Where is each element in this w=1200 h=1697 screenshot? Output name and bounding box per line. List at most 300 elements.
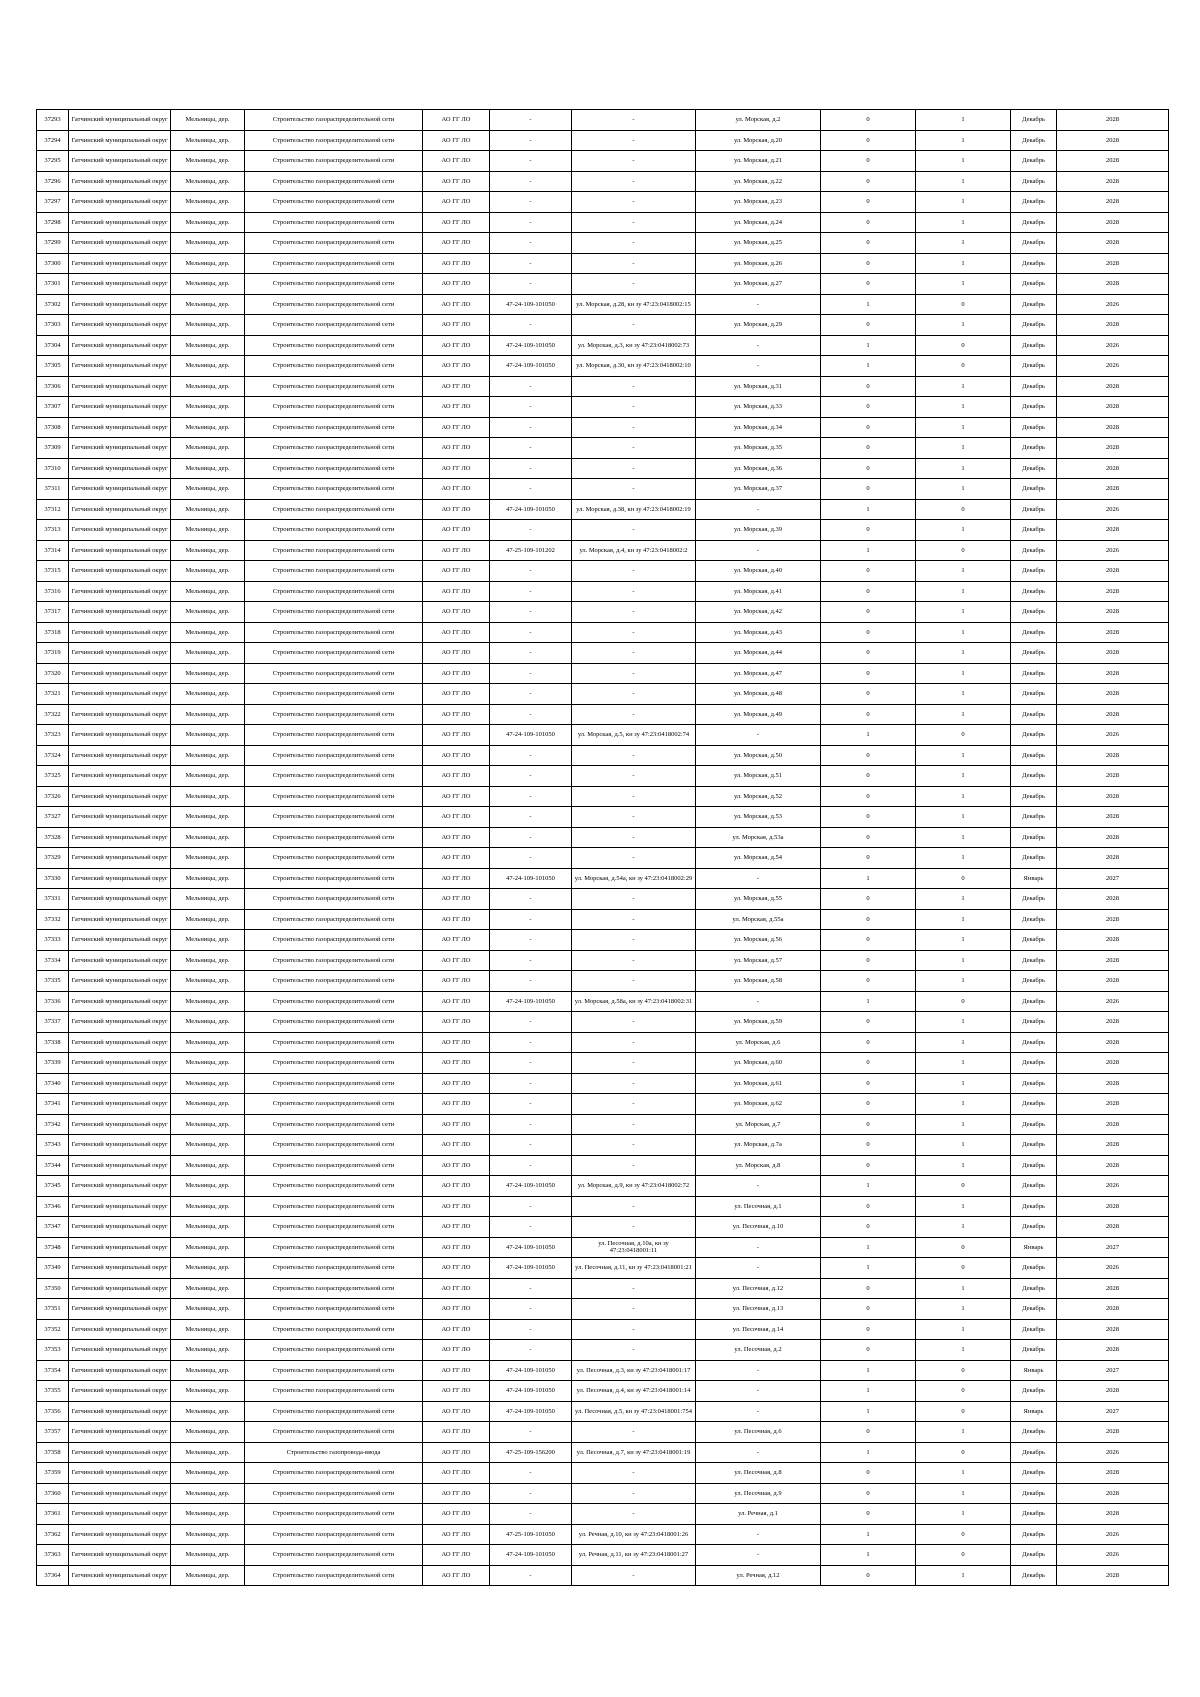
flag-b-cell: 1 — [916, 1422, 1011, 1443]
object-name-cell: Строительство газораспределительной сети — [245, 294, 423, 315]
settlement-cell: Мельницы, дер. — [171, 1258, 245, 1279]
year-cell: 2028 — [1057, 561, 1169, 582]
project-code-cell: - — [490, 622, 572, 643]
project-code-cell: - — [490, 1053, 572, 1074]
municipal-district-cell: Гатчинский муниципальный округ — [69, 1278, 171, 1299]
record-number-cell: 37353 — [37, 1340, 69, 1361]
object-name-cell: Строительство газораспределительной сети — [245, 581, 423, 602]
table-row — [37, 1135, 1169, 1156]
project-code-cell: 47-25-109-156200 — [490, 1442, 572, 1463]
owner-cell: АО ГГ ЛО — [423, 889, 490, 910]
table-row — [37, 684, 1169, 705]
street-address-cell: ул. Морская, д.52 — [696, 786, 821, 807]
municipal-district-cell: Гатчинский муниципальный округ — [69, 725, 171, 746]
table-row — [37, 1422, 1169, 1443]
settlement-cell: Мельницы, дер. — [171, 1545, 245, 1566]
cadastral-address-cell: - — [572, 1463, 696, 1484]
table-row — [37, 1319, 1169, 1340]
settlement-cell: Мельницы, дер. — [171, 971, 245, 992]
street-address-cell: ул. Морская, д.23 — [696, 192, 821, 213]
year-cell: 2028 — [1057, 397, 1169, 418]
table-row — [37, 602, 1169, 623]
month-cell: Декабрь — [1011, 1135, 1057, 1156]
flag-a-cell: 0 — [821, 151, 916, 172]
project-code-cell: 47-24-109-101050 — [490, 294, 572, 315]
month-cell: Декабрь — [1011, 1278, 1057, 1299]
flag-a-cell: 0 — [821, 1073, 916, 1094]
record-number-cell: 37338 — [37, 1032, 69, 1053]
year-cell: 2028 — [1057, 274, 1169, 295]
cadastral-address-cell: - — [572, 1012, 696, 1033]
street-address-cell: ул. Песочная, д.9 — [696, 1483, 821, 1504]
owner-cell: АО ГГ ЛО — [423, 1032, 490, 1053]
project-code-cell: - — [490, 1196, 572, 1217]
table-row — [37, 848, 1169, 869]
municipal-district-cell: Гатчинский муниципальный округ — [69, 1360, 171, 1381]
street-address-cell: - — [696, 499, 821, 520]
municipal-district-cell: Гатчинский муниципальный округ — [69, 622, 171, 643]
project-code-cell: - — [490, 971, 572, 992]
owner-cell: АО ГГ ЛО — [423, 1524, 490, 1545]
settlement-cell: Мельницы, дер. — [171, 1217, 245, 1238]
record-number-cell: 37294 — [37, 130, 69, 151]
month-cell: Декабрь — [1011, 315, 1057, 336]
municipal-district-cell: Гатчинский муниципальный округ — [69, 1135, 171, 1156]
settlement-cell: Мельницы, дер. — [171, 233, 245, 254]
owner-cell: АО ГГ ЛО — [423, 1053, 490, 1074]
municipal-district-cell: Гатчинский муниципальный округ — [69, 1299, 171, 1320]
cadastral-address-cell: - — [572, 1565, 696, 1586]
object-name-cell: Строительство газораспределительной сети — [245, 1504, 423, 1525]
street-address-cell: - — [696, 1381, 821, 1402]
flag-a-cell: 0 — [821, 786, 916, 807]
month-cell: Январь — [1011, 868, 1057, 889]
settlement-cell: Мельницы, дер. — [171, 1360, 245, 1381]
flag-b-cell: 1 — [916, 1319, 1011, 1340]
year-cell: 2028 — [1057, 1565, 1169, 1586]
year-cell: 2028 — [1057, 602, 1169, 623]
table-row — [37, 376, 1169, 397]
cadastral-address-cell: - — [572, 192, 696, 213]
cadastral-address-cell: - — [572, 786, 696, 807]
object-name-cell: Строительство газораспределительной сети — [245, 1278, 423, 1299]
municipal-district-cell: Гатчинский муниципальный округ — [69, 684, 171, 705]
year-cell: 2028 — [1057, 1032, 1169, 1053]
settlement-cell: Мельницы, дер. — [171, 1463, 245, 1484]
flag-b-cell: 1 — [916, 561, 1011, 582]
record-number-cell: 37352 — [37, 1319, 69, 1340]
table-row — [37, 1053, 1169, 1074]
settlement-cell: Мельницы, дер. — [171, 212, 245, 233]
flag-b-cell: 1 — [916, 622, 1011, 643]
flag-a-cell: 0 — [821, 684, 916, 705]
municipal-district-cell: Гатчинский муниципальный округ — [69, 704, 171, 725]
settlement-cell: Мельницы, дер. — [171, 1155, 245, 1176]
flag-b-cell: 0 — [916, 1176, 1011, 1197]
cadastral-address-cell: - — [572, 212, 696, 233]
settlement-cell: Мельницы, дер. — [171, 745, 245, 766]
flag-a-cell: 0 — [821, 1504, 916, 1525]
project-code-cell: - — [490, 1278, 572, 1299]
flag-a-cell: 0 — [821, 663, 916, 684]
project-code-cell: - — [490, 827, 572, 848]
year-cell: 2028 — [1057, 766, 1169, 787]
flag-b-cell: 1 — [916, 1340, 1011, 1361]
flag-b-cell: 1 — [916, 1012, 1011, 1033]
municipal-district-cell: Гатчинский муниципальный округ — [69, 1155, 171, 1176]
table-row — [37, 766, 1169, 787]
year-cell: 2028 — [1057, 1504, 1169, 1525]
record-number-cell: 37351 — [37, 1299, 69, 1320]
street-address-cell: ул. Морская, д.40 — [696, 561, 821, 582]
table-row — [37, 1155, 1169, 1176]
table-row — [37, 745, 1169, 766]
month-cell: Декабрь — [1011, 458, 1057, 479]
object-name-cell: Строительство газораспределительной сети — [245, 1340, 423, 1361]
street-address-cell: ул. Морская, д.57 — [696, 950, 821, 971]
month-cell: Декабрь — [1011, 1340, 1057, 1361]
object-name-cell: Строительство газораспределительной сети — [245, 1032, 423, 1053]
settlement-cell: Мельницы, дер. — [171, 684, 245, 705]
settlement-cell: Мельницы, дер. — [171, 581, 245, 602]
flag-a-cell: 0 — [821, 602, 916, 623]
settlement-cell: Мельницы, дер. — [171, 540, 245, 561]
owner-cell: АО ГГ ЛО — [423, 602, 490, 623]
flag-a-cell: 0 — [821, 1012, 916, 1033]
flag-a-cell: 1 — [821, 1401, 916, 1422]
owner-cell: АО ГГ ЛО — [423, 212, 490, 233]
owner-cell: АО ГГ ЛО — [423, 1319, 490, 1340]
table-row — [37, 622, 1169, 643]
object-name-cell: Строительство газораспределительной сети — [245, 438, 423, 459]
municipal-district-cell: Гатчинский муниципальный округ — [69, 786, 171, 807]
municipal-district-cell: Гатчинский муниципальный округ — [69, 1463, 171, 1484]
month-cell: Декабрь — [1011, 192, 1057, 213]
cadastral-address-cell: - — [572, 458, 696, 479]
flag-b-cell: 1 — [916, 1565, 1011, 1586]
street-address-cell: ул. Морская, д.20 — [696, 130, 821, 151]
month-cell: Декабрь — [1011, 1217, 1057, 1238]
cadastral-address-cell: ул. Песочная, д.7, кн зу 47:23:0418001:19 — [572, 1442, 696, 1463]
month-cell: Декабрь — [1011, 1524, 1057, 1545]
table-row — [37, 356, 1169, 377]
owner-cell: АО ГГ ЛО — [423, 1114, 490, 1135]
settlement-cell: Мельницы, дер. — [171, 1422, 245, 1443]
municipal-district-cell: Гатчинский муниципальный округ — [69, 458, 171, 479]
project-code-cell: - — [490, 1114, 572, 1135]
flag-a-cell: 0 — [821, 1299, 916, 1320]
street-address-cell: ул. Морская, д.56 — [696, 930, 821, 951]
settlement-cell: Мельницы, дер. — [171, 848, 245, 869]
flag-b-cell: 0 — [916, 868, 1011, 889]
flag-b-cell: 1 — [916, 253, 1011, 274]
record-number-cell: 37357 — [37, 1422, 69, 1443]
record-number-cell: 37307 — [37, 397, 69, 418]
flag-a-cell: 0 — [821, 520, 916, 541]
month-cell: Декабрь — [1011, 950, 1057, 971]
street-address-cell: - — [696, 1258, 821, 1279]
table-row — [37, 1504, 1169, 1525]
settlement-cell: Мельницы, дер. — [171, 807, 245, 828]
project-code-cell: - — [490, 1340, 572, 1361]
flag-b-cell: 1 — [916, 1032, 1011, 1053]
flag-b-cell: 1 — [916, 581, 1011, 602]
project-code-cell: - — [490, 110, 572, 131]
month-cell: Декабрь — [1011, 1155, 1057, 1176]
month-cell: Декабрь — [1011, 684, 1057, 705]
project-code-cell: - — [490, 663, 572, 684]
municipal-district-cell: Гатчинский муниципальный округ — [69, 253, 171, 274]
street-address-cell: ул. Морская, д.22 — [696, 171, 821, 192]
record-number-cell: 37344 — [37, 1155, 69, 1176]
owner-cell: АО ГГ ЛО — [423, 622, 490, 643]
owner-cell: АО ГГ ЛО — [423, 1258, 490, 1279]
year-cell: 2028 — [1057, 130, 1169, 151]
flag-a-cell: 0 — [821, 438, 916, 459]
project-code-cell: 47-24-109-101050 — [490, 868, 572, 889]
owner-cell: АО ГГ ЛО — [423, 1422, 490, 1443]
year-cell: 2028 — [1057, 889, 1169, 910]
month-cell: Декабрь — [1011, 212, 1057, 233]
object-name-cell: Строительство газораспределительной сети — [245, 827, 423, 848]
street-address-cell: - — [696, 540, 821, 561]
street-address-cell: ул. Морская, д.61 — [696, 1073, 821, 1094]
year-cell: 2028 — [1057, 520, 1169, 541]
street-address-cell: - — [696, 356, 821, 377]
owner-cell: АО ГГ ЛО — [423, 1155, 490, 1176]
settlement-cell: Мельницы, дер. — [171, 397, 245, 418]
flag-b-cell: 1 — [916, 110, 1011, 131]
table-row — [37, 1176, 1169, 1197]
object-name-cell: Строительство газораспределительной сети — [245, 1053, 423, 1074]
project-code-cell: - — [490, 1012, 572, 1033]
owner-cell: АО ГГ ЛО — [423, 991, 490, 1012]
municipal-district-cell: Гатчинский муниципальный округ — [69, 930, 171, 951]
flag-b-cell: 1 — [916, 766, 1011, 787]
municipal-district-cell: Гатчинский муниципальный округ — [69, 438, 171, 459]
table-row — [37, 1012, 1169, 1033]
project-code-cell: - — [490, 1094, 572, 1115]
municipal-district-cell: Гатчинский муниципальный округ — [69, 909, 171, 930]
settlement-cell: Мельницы, дер. — [171, 192, 245, 213]
record-number-cell: 37334 — [37, 950, 69, 971]
record-number-cell: 37361 — [37, 1504, 69, 1525]
project-code-cell: - — [490, 479, 572, 500]
cadastral-address-cell: ул. Морская, д.38, кн зу 47:23:0418002:19 — [572, 499, 696, 520]
project-code-cell: - — [490, 253, 572, 274]
flag-b-cell: 1 — [916, 520, 1011, 541]
project-code-cell: - — [490, 130, 572, 151]
project-code-cell: - — [490, 1319, 572, 1340]
cadastral-address-cell: ул. Морская, д.30, кн зу 47:23:0418002:10 — [572, 356, 696, 377]
flag-b-cell: 1 — [916, 417, 1011, 438]
street-address-cell: ул. Морская, д.50 — [696, 745, 821, 766]
record-number-cell: 37345 — [37, 1176, 69, 1197]
object-name-cell: Строительство газораспределительной сети — [245, 602, 423, 623]
object-name-cell: Строительство газораспределительной сети — [245, 909, 423, 930]
project-code-cell: - — [490, 889, 572, 910]
month-cell: Январь — [1011, 1401, 1057, 1422]
street-address-cell: ул. Песочная, д.13 — [696, 1299, 821, 1320]
record-number-cell: 37336 — [37, 991, 69, 1012]
table-row — [37, 1073, 1169, 1094]
street-address-cell: ул. Морская, д.27 — [696, 274, 821, 295]
project-code-cell: - — [490, 561, 572, 582]
municipal-district-cell: Гатчинский муниципальный округ — [69, 1073, 171, 1094]
record-number-cell: 37324 — [37, 745, 69, 766]
object-name-cell: Строительство газораспределительной сети — [245, 1217, 423, 1238]
street-address-cell: ул. Морская, д.53 — [696, 807, 821, 828]
month-cell: Декабрь — [1011, 909, 1057, 930]
flag-a-cell: 1 — [821, 991, 916, 1012]
street-address-cell: ул. Морская, д.58 — [696, 971, 821, 992]
table-row — [37, 827, 1169, 848]
cadastral-address-cell: - — [572, 807, 696, 828]
municipal-district-cell: Гатчинский муниципальный округ — [69, 643, 171, 664]
cadastral-address-cell: - — [572, 1504, 696, 1525]
flag-a-cell: 0 — [821, 1483, 916, 1504]
settlement-cell: Мельницы, дер. — [171, 253, 245, 274]
settlement-cell: Мельницы, дер. — [171, 909, 245, 930]
settlement-cell: Мельницы, дер. — [171, 458, 245, 479]
table-row — [37, 1524, 1169, 1545]
record-number-cell: 37320 — [37, 663, 69, 684]
settlement-cell: Мельницы, дер. — [171, 520, 245, 541]
cadastral-address-cell: - — [572, 1483, 696, 1504]
flag-b-cell: 1 — [916, 1504, 1011, 1525]
table-row — [37, 1463, 1169, 1484]
project-code-cell: - — [490, 417, 572, 438]
record-number-cell: 37295 — [37, 151, 69, 172]
object-name-cell: Строительство газораспределительной сети — [245, 950, 423, 971]
flag-b-cell: 1 — [916, 602, 1011, 623]
flag-b-cell: 1 — [916, 827, 1011, 848]
municipal-district-cell: Гатчинский муниципальный округ — [69, 356, 171, 377]
year-cell: 2028 — [1057, 1299, 1169, 1320]
project-code-cell: - — [490, 766, 572, 787]
municipal-district-cell: Гатчинский муниципальный округ — [69, 1504, 171, 1525]
project-code-cell: - — [490, 704, 572, 725]
record-number-cell: 37325 — [37, 766, 69, 787]
month-cell: Январь — [1011, 1360, 1057, 1381]
table-row — [37, 253, 1169, 274]
record-number-cell: 37309 — [37, 438, 69, 459]
flag-b-cell: 1 — [916, 376, 1011, 397]
month-cell: Декабрь — [1011, 991, 1057, 1012]
table-row — [37, 479, 1169, 500]
street-address-cell: ул. Песочная, д.14 — [696, 1319, 821, 1340]
settlement-cell: Мельницы, дер. — [171, 622, 245, 643]
month-cell: Декабрь — [1011, 274, 1057, 295]
flag-b-cell: 1 — [916, 1299, 1011, 1320]
object-name-cell: Строительство газораспределительной сети — [245, 930, 423, 951]
record-number-cell: 37311 — [37, 479, 69, 500]
municipal-district-cell: Гатчинский муниципальный округ — [69, 991, 171, 1012]
street-address-cell: ул. Песочная, д.12 — [696, 1278, 821, 1299]
table-row — [37, 110, 1169, 131]
flag-b-cell: 1 — [916, 684, 1011, 705]
month-cell: Декабрь — [1011, 827, 1057, 848]
project-code-cell: - — [490, 151, 572, 172]
table-row — [37, 950, 1169, 971]
settlement-cell: Мельницы, дер. — [171, 1483, 245, 1504]
table-row — [37, 130, 1169, 151]
cadastral-address-cell: - — [572, 479, 696, 500]
object-name-cell: Строительство газораспределительной сети — [245, 1012, 423, 1033]
cadastral-address-cell: - — [572, 950, 696, 971]
year-cell: 2027 — [1057, 1360, 1169, 1381]
municipal-district-cell: Гатчинский муниципальный округ — [69, 868, 171, 889]
owner-cell: АО ГГ ЛО — [423, 1565, 490, 1586]
municipal-district-cell: Гатчинский муниципальный округ — [69, 971, 171, 992]
owner-cell: АО ГГ ЛО — [423, 643, 490, 664]
cadastral-address-cell: ул. Песочная, д.3, кн зу 47:23:0418001:17 — [572, 1360, 696, 1381]
settlement-cell: Мельницы, дер. — [171, 479, 245, 500]
flag-a-cell: 0 — [821, 192, 916, 213]
object-name-cell: Строительство газораспределительной сети — [245, 1155, 423, 1176]
year-cell: 2028 — [1057, 1463, 1169, 1484]
street-address-cell: ул. Морская, д.24 — [696, 212, 821, 233]
record-number-cell: 37305 — [37, 356, 69, 377]
object-name-cell: Строительство газораспределительной сети — [245, 1094, 423, 1115]
record-number-cell: 37321 — [37, 684, 69, 705]
flag-a-cell: 1 — [821, 499, 916, 520]
owner-cell: АО ГГ ЛО — [423, 376, 490, 397]
flag-b-cell: 1 — [916, 151, 1011, 172]
project-code-cell: - — [490, 581, 572, 602]
owner-cell: АО ГГ ЛО — [423, 1196, 490, 1217]
month-cell: Декабрь — [1011, 151, 1057, 172]
owner-cell: АО ГГ ЛО — [423, 909, 490, 930]
table-row — [37, 1565, 1169, 1586]
owner-cell: АО ГГ ЛО — [423, 1217, 490, 1238]
municipal-district-cell: Гатчинский муниципальный округ — [69, 827, 171, 848]
municipal-district-cell: Гатчинский муниципальный округ — [69, 151, 171, 172]
owner-cell: АО ГГ ЛО — [423, 848, 490, 869]
record-number-cell: 37312 — [37, 499, 69, 520]
cadastral-address-cell: - — [572, 130, 696, 151]
owner-cell: АО ГГ ЛО — [423, 561, 490, 582]
year-cell: 2026 — [1057, 1524, 1169, 1545]
street-address-cell: ул. Морская, д.53а — [696, 827, 821, 848]
street-address-cell: ул. Морская, д.2 — [696, 110, 821, 131]
table-row — [37, 438, 1169, 459]
flag-b-cell: 1 — [916, 786, 1011, 807]
settlement-cell: Мельницы, дер. — [171, 602, 245, 623]
cadastral-address-cell: ул. Морская, д.3, кн зу 47:23:0418002:73 — [572, 335, 696, 356]
settlement-cell: Мельницы, дер. — [171, 151, 245, 172]
settlement-cell: Мельницы, дер. — [171, 376, 245, 397]
project-code-cell: - — [490, 1504, 572, 1525]
record-number-cell: 37293 — [37, 110, 69, 131]
object-name-cell: Строительство газораспределительной сети — [245, 356, 423, 377]
month-cell: Декабрь — [1011, 335, 1057, 356]
owner-cell: АО ГГ ЛО — [423, 725, 490, 746]
flag-a-cell: 1 — [821, 335, 916, 356]
flag-a-cell: 0 — [821, 1319, 916, 1340]
record-number-cell: 37316 — [37, 581, 69, 602]
cadastral-address-cell: - — [572, 1114, 696, 1135]
flag-a-cell: 0 — [821, 930, 916, 951]
record-number-cell: 37347 — [37, 1217, 69, 1238]
flag-b-cell: 1 — [916, 1155, 1011, 1176]
year-cell: 2028 — [1057, 684, 1169, 705]
flag-a-cell: 1 — [821, 1258, 916, 1279]
record-number-cell: 37342 — [37, 1114, 69, 1135]
municipal-district-cell: Гатчинский муниципальный округ — [69, 192, 171, 213]
table-row — [37, 581, 1169, 602]
table-row — [37, 1483, 1169, 1504]
